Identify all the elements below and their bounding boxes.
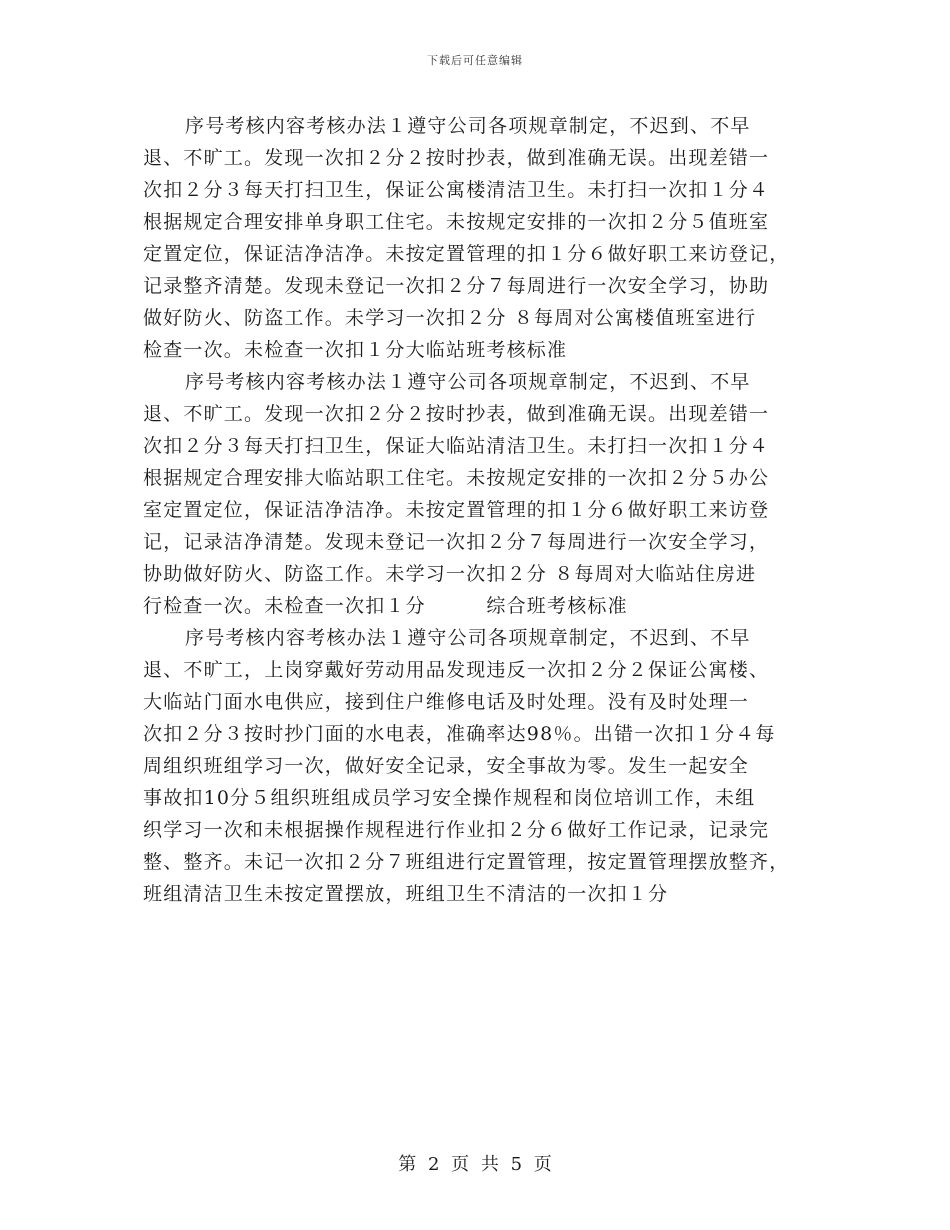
paragraph-line: 织学习一次和未根据操作规程进行作业扣２分６做好工作记录，记录完 bbox=[143, 819, 770, 841]
document-body bbox=[143, 110, 833, 910]
paragraph-line: 周组织班组学习一次，做好安全记录，安全事故为零。发生一起安全 bbox=[143, 755, 750, 777]
paragraph-line: 整、整齐。未记一次扣２分７班组进行定置管理，按定置管理摆放整齐， bbox=[143, 851, 790, 873]
paragraph-line: 大临站门面水电供应，接到住户维修电话及时处理。没有及时处理一 bbox=[143, 691, 750, 713]
paragraph-line: 序号考核内容考核办法１遵守公司各项规章制定，不迟到、不早 bbox=[185, 627, 751, 649]
paragraph-temporary-station-standard bbox=[143, 366, 833, 622]
paragraph-line: 事故扣10分５组织班组成员学习安全操作规程和岗位培训工作，未组 bbox=[143, 787, 756, 809]
paragraph-general-team-standard bbox=[143, 622, 833, 910]
paragraph-line: 班组清洁卫生未按定置摆放，班组卫生不清洁的一次扣１分 bbox=[143, 883, 669, 905]
paragraph-line: 记录整齐清楚。发现未登记一次扣２分７每周进行一次安全学习，协助 bbox=[143, 275, 770, 297]
paragraph-line: 定置定位，保证洁净洁净。未按定置管理的扣１分６做好职工来访登记， bbox=[143, 243, 790, 265]
paragraph-line: 序号考核内容考核办法１遵守公司各项规章制定，不迟到、不早 bbox=[185, 115, 751, 137]
paragraph-line: 根据规定合理安排单身职工住宅。未按规定安排的一次扣２分５值班室 bbox=[143, 211, 770, 233]
paragraph-line: 检查一次。未检查一次扣１分大临站班考核标准 bbox=[143, 339, 568, 361]
page-number-footer: 第 2 页 共 5 页 bbox=[398, 1154, 552, 1175]
paragraph-line: 做好防火、防盗工作。未学习一次扣２分 ８每周对公寓楼值班室进行 bbox=[143, 307, 757, 329]
paragraph-line: 退、不旷工。发现一次扣２分２按时抄表，做到准确无误。出现差错一 bbox=[143, 403, 770, 425]
paragraph-line: 记，记录洁净清楚。发现未登记一次扣２分７每周进行一次安全学习， bbox=[143, 531, 770, 553]
paragraph-apartment-standard bbox=[143, 110, 833, 366]
paragraph-line: 根据规定合理安排大临站职工住宅。未按规定安排的一次扣２分５办公 bbox=[143, 467, 770, 489]
paragraph-line: 行检查一次。未检查一次扣１分 综合班考核标准 bbox=[143, 595, 628, 617]
paragraph-line: 序号考核内容考核办法１遵守公司各项规章制定，不迟到、不早 bbox=[185, 371, 751, 393]
paragraph-line: 次扣２分３按时抄门面的水电表，准确率达98％。出错一次扣１分４每 bbox=[143, 723, 776, 745]
paragraph-line: 退、不旷工，上岗穿戴好劳动用品发现违反一次扣２分２保证公寓楼、 bbox=[143, 659, 770, 681]
paragraph-line: 协助做好防火、防盗工作。未学习一次扣２分 ８每周对大临站住房进 bbox=[143, 563, 757, 585]
paragraph-line: 退、不旷工。发现一次扣２分２按时抄表，做到准确无误。出现差错一 bbox=[143, 147, 770, 169]
paragraph-line: 室定置定位，保证洁净洁净。未按定置管理的扣１分６做好职工来访登 bbox=[143, 499, 770, 521]
page-header: 下载后可任意编辑 bbox=[427, 54, 523, 67]
paragraph-line: 次扣２分３每天打扫卫生，保证公寓楼清洁卫生。未打扫一次扣１分４ bbox=[143, 179, 770, 201]
paragraph-line: 次扣２分３每天打扫卫生，保证大临站清洁卫生。未打扫一次扣１分４ bbox=[143, 435, 770, 457]
